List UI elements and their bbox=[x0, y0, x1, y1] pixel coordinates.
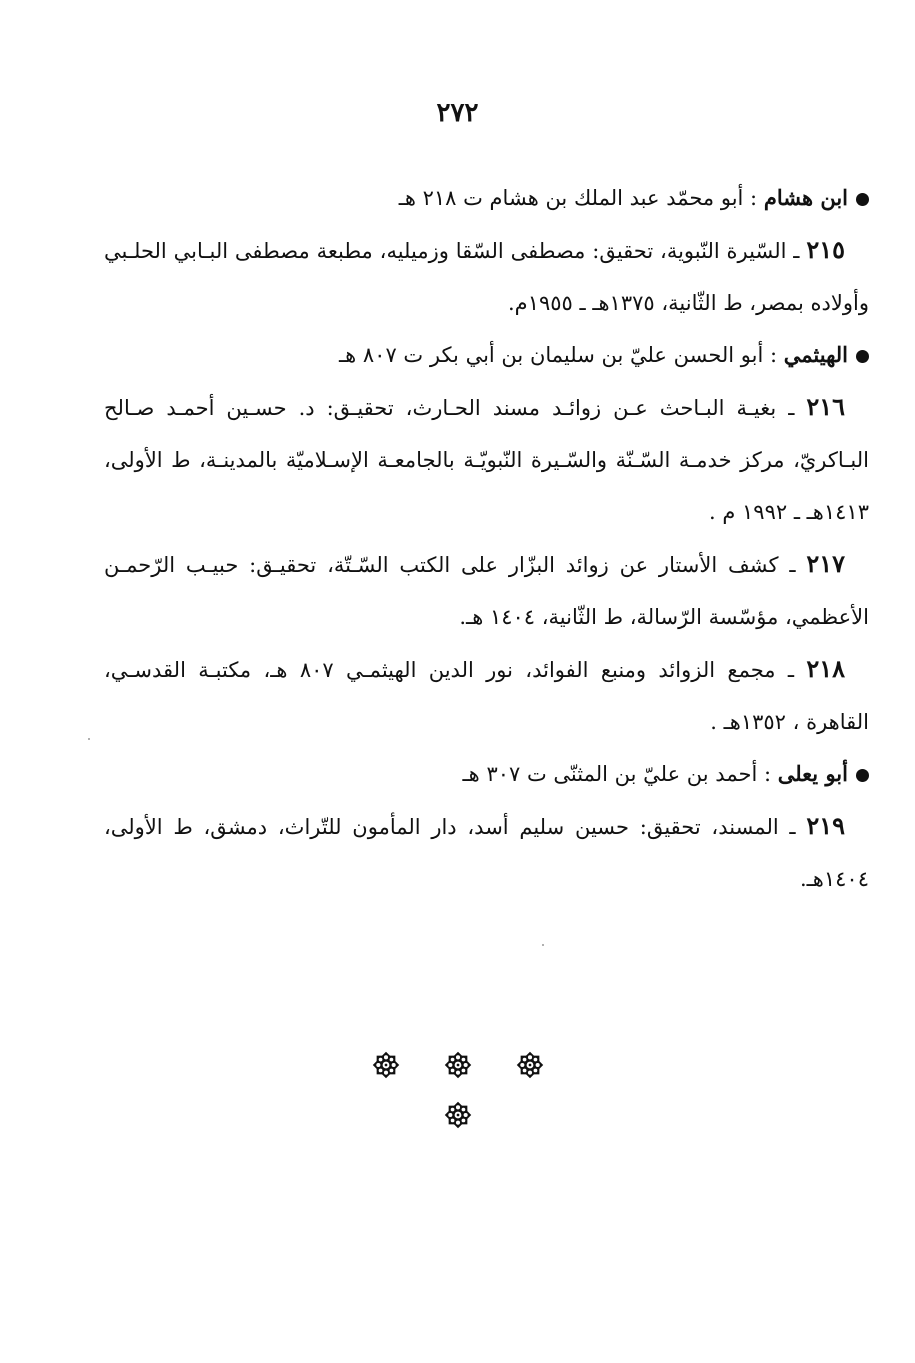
entry-number: ٢١٩ bbox=[806, 811, 845, 840]
scan-speck bbox=[542, 944, 544, 946]
entry-text: ـ بغيـة البـاحث عـن زوائـد مسند الحـارث، تحقيـق: د. حسـين أحمـد صـالح البـاكريّ، مركز خدمـة السّـنّة والسّـيرة النّبويّـة بالجامعـة الإسـلاميّة بالمدينـة، ط الأولى، ١٤١٣هـ ـ ١٩٩٢ م . bbox=[104, 396, 869, 524]
reference-entry bbox=[104, 538, 869, 643]
entry-number: ٢١٧ bbox=[806, 549, 845, 578]
reference-entry bbox=[104, 224, 869, 329]
scan-speck bbox=[88, 738, 90, 740]
entry-number: ٢١٦ bbox=[806, 392, 845, 421]
references-list bbox=[104, 172, 869, 905]
author-bio: : أبو الحسن عليّ بن سليمان بن أبي بكر ت ٨٠٧ هـ bbox=[339, 343, 784, 367]
author-name: أبو يعلى bbox=[777, 761, 848, 786]
author-heading bbox=[104, 172, 869, 224]
page-number: ٢٧٢ bbox=[436, 98, 479, 128]
star-ornament-icon bbox=[369, 1048, 403, 1082]
author-heading bbox=[104, 748, 869, 800]
entry-text: ـ السّيرة النّبوية، تحقيق: مصطفى السّقا وزميليه، مطبعة مصطفى البـابي الحلـبي وأولاده بمصر، ط الثّانية، ١٣٧٥هـ ـ ١٩٥٥م. bbox=[104, 239, 869, 315]
star-ornament-icon bbox=[513, 1048, 547, 1082]
entry-number: ٢١٨ bbox=[806, 654, 845, 683]
author-name: الهيثمي bbox=[783, 342, 848, 367]
reference-entry bbox=[104, 800, 869, 905]
bullet-icon bbox=[856, 769, 869, 782]
section-end-ornaments bbox=[0, 1048, 915, 1148]
author-bio: : أبو محمّد عبد الملك بن هشام ت ٢١٨ هـ bbox=[398, 186, 764, 210]
author-bio: : أحمد بن عليّ بن المثنّى ت ٣٠٧ هـ bbox=[462, 762, 778, 786]
star-ornament-icon bbox=[441, 1098, 475, 1132]
ornament-row-bottom bbox=[0, 1098, 915, 1132]
reference-entry bbox=[104, 381, 869, 538]
bullet-icon bbox=[856, 193, 869, 206]
entry-number: ٢١٥ bbox=[806, 235, 845, 264]
star-ornament-icon bbox=[441, 1048, 475, 1082]
ornament-row-top bbox=[0, 1048, 915, 1082]
author-name: ابن هشام bbox=[763, 185, 848, 210]
entry-text: ـ مجمع الزوائد ومنبع الفوائد، نور الدين الهيثمـي ٨٠٧ هـ، مكتبـة القدسـي، القاهرة ، ١٣٥٢هـ . bbox=[104, 658, 869, 734]
entry-text: ـ المسند، تحقيق: حسين سليم أسد، دار المأمون للتّراث، دمشق، ط الأولى، ١٤٠٤هـ. bbox=[104, 815, 869, 891]
reference-entry bbox=[104, 643, 869, 748]
author-heading bbox=[104, 329, 869, 381]
entry-text: ـ كشف الأستار عن زوائد البزّار على الكتب السّـتّة، تحقيـق: حبيـب الرّحمـن الأعظمي، مؤسّسة الرّسالة، ط الثّانية، ١٤٠٤ هـ. bbox=[104, 553, 869, 629]
bullet-icon bbox=[856, 350, 869, 363]
